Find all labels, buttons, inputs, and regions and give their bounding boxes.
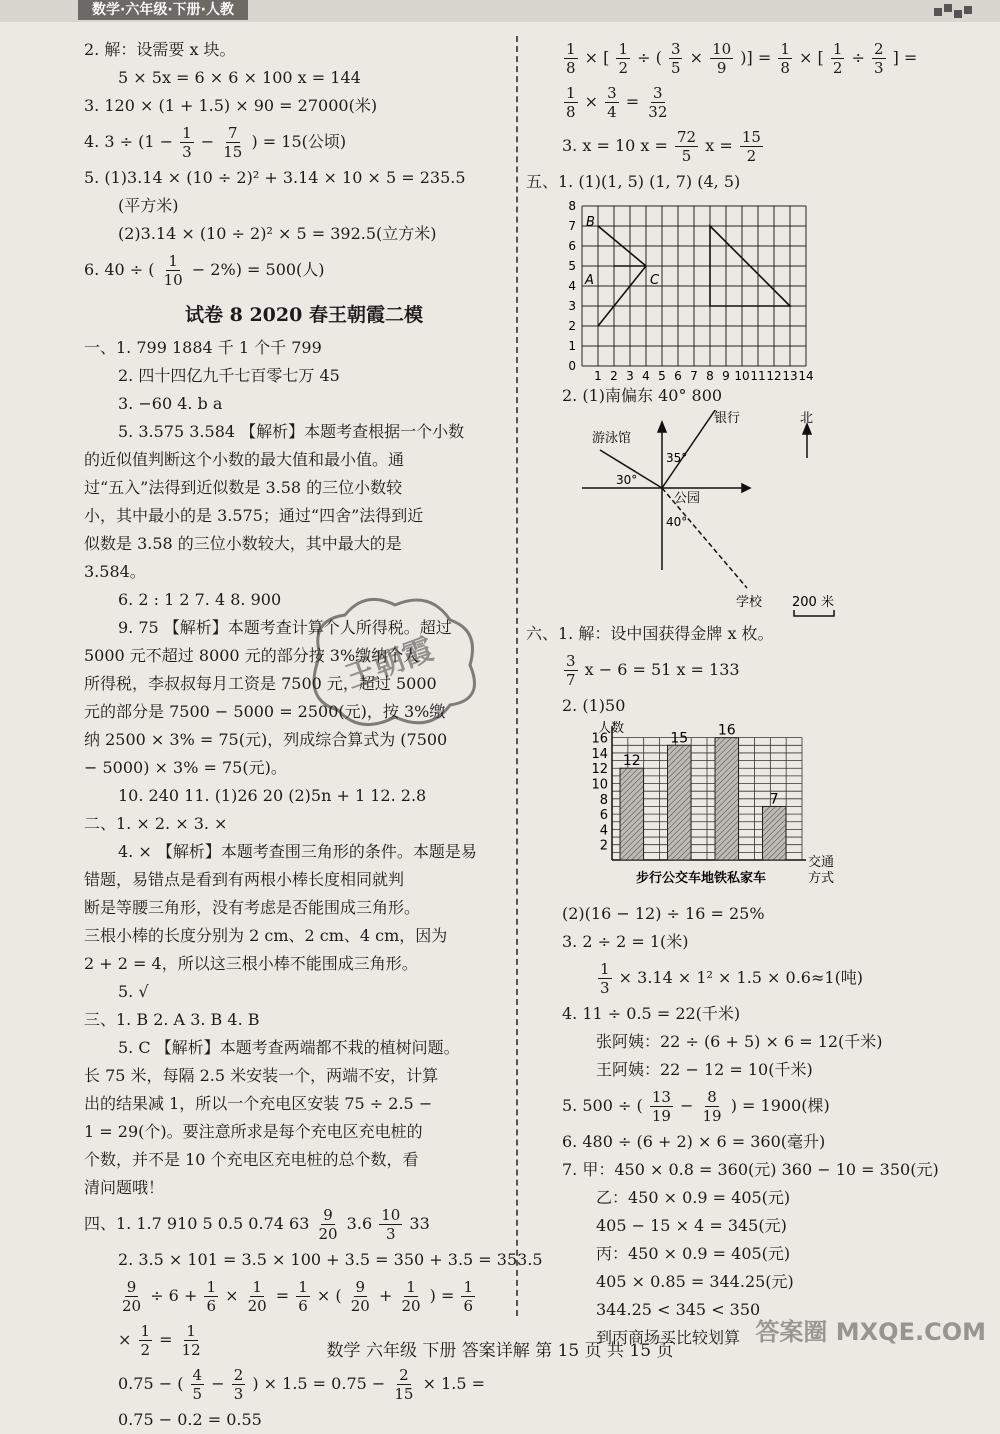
fraction	[180, 124, 194, 161]
denominator: 8	[780, 59, 790, 77]
data-label: 15	[670, 730, 689, 747]
denominator: 8	[566, 103, 576, 121]
right-column	[526, 36, 982, 1352]
denominator: 5	[670, 59, 681, 77]
fraction	[204, 1278, 218, 1315]
fraction	[379, 1206, 402, 1243]
answer-line: 出的结果减 1，所以一个充电区安装 75 ÷ 2.5 −	[84, 1094, 433, 1113]
denominator: 2	[618, 59, 629, 77]
answer-line: 五、1. (1)(1, 5) (1, 7) (4, 5)	[526, 172, 741, 191]
numerator: 4	[192, 1366, 203, 1384]
x-tick-label: 6	[674, 369, 682, 382]
header-title: 数学·六年级·下册·人教	[78, 0, 248, 20]
fraction	[221, 124, 244, 161]
numerator: 1	[618, 40, 629, 58]
denominator: 7	[566, 671, 576, 689]
answer-line: (2)3.14 × (10 ÷ 2)² × 5 = 392.5(立方米)	[118, 224, 437, 243]
answer-line	[562, 36, 982, 80]
bar	[763, 806, 787, 860]
numerator: 1	[206, 1278, 216, 1296]
denominator: 9	[716, 59, 727, 77]
y-tick-label: 16	[591, 731, 608, 747]
numerator: 3	[566, 652, 576, 670]
text-segment: ÷ (	[637, 48, 662, 67]
answer-line: 王阿姨：22 − 12 = 10(千米)	[596, 1060, 813, 1079]
bank-label: 银行	[714, 411, 741, 426]
denominator: 3	[600, 979, 610, 997]
numerator: 2	[233, 1366, 244, 1384]
text-segment: − 2%) = 500(人)	[191, 260, 325, 279]
answer-line: 三、1. B 2. A 3. B 4. B	[84, 1010, 260, 1029]
data-label: 12	[622, 753, 641, 770]
answer-line	[84, 248, 504, 292]
y-tick-label: 3	[568, 299, 576, 313]
text-segment: ×	[584, 92, 599, 111]
answer-line: 清问题哦！	[84, 1178, 165, 1197]
text-segment: x =	[705, 136, 733, 155]
text-segment: 5. 500 ÷ (	[562, 1096, 643, 1115]
text-segment: ×	[118, 1330, 132, 1349]
fraction	[669, 40, 683, 77]
text-segment: ) = 15(公顷)	[251, 132, 347, 151]
text-segment: 4. 3 ÷ (1 −	[84, 132, 174, 151]
answer-line	[84, 1274, 504, 1318]
fraction	[399, 1278, 422, 1315]
numerator: 3	[653, 84, 663, 102]
denominator: 19	[651, 1107, 671, 1125]
text-segment: ÷	[851, 48, 865, 67]
east-arrow-icon	[742, 484, 750, 492]
x-tick-label: 9	[722, 369, 730, 382]
paper-title: 试卷 8 2020 春王朝霞二模	[185, 304, 423, 326]
numerator: 1	[140, 1322, 151, 1340]
y-tick-label: 6	[568, 239, 576, 253]
denominator: 10	[163, 271, 183, 289]
y-tick-label: 10	[591, 777, 608, 793]
numerator: 1	[463, 1278, 473, 1296]
answer-line	[562, 124, 982, 168]
answer-line: 错题，易错点是看到有两根小棒长度相同就判	[84, 870, 405, 889]
answer-line: 元的部分是 7500 − 5000 = 2500(元)，按 3%缴	[84, 702, 446, 721]
x-tick-label: 2	[610, 369, 618, 382]
y-tick-label: 6	[599, 808, 608, 824]
x-tick-label: 12	[766, 369, 782, 382]
fraction	[349, 1278, 372, 1315]
answer-line: 的近似值判断这个小数的最大值和最小值。通	[84, 450, 405, 469]
bar	[668, 745, 692, 860]
text-segment: ÷ 6 +	[150, 1286, 198, 1305]
text-segment: =	[159, 1330, 173, 1349]
denominator: 20	[318, 1225, 338, 1243]
fraction	[296, 1278, 310, 1315]
denominator: 3	[873, 59, 884, 77]
answer-line: 所得税，李叔叔每月工资是 7500 元，超过 5000	[84, 674, 437, 693]
denominator: 32	[648, 103, 668, 121]
fraction	[740, 128, 763, 165]
fraction	[232, 1366, 246, 1403]
fraction	[778, 40, 792, 77]
denominator: 15	[394, 1385, 414, 1403]
publisher-stamp	[290, 585, 490, 735]
y-tick-label: 14	[591, 746, 608, 762]
text-segment: x − 6 = 51 x = 133	[584, 660, 740, 679]
y-tick-label: 8	[599, 792, 608, 808]
fraction	[650, 1088, 673, 1125]
numerator: 9	[126, 1278, 137, 1296]
text-segment: 33	[409, 1214, 430, 1233]
y-tick-label: 8	[568, 199, 576, 213]
answer-line: 405 − 15 × 4 = 345(元)	[596, 1216, 787, 1235]
angle-label: 35°	[666, 451, 688, 465]
answer-line: (平方米)	[118, 196, 179, 215]
x-tick-label: 8	[706, 369, 714, 382]
answer-line: 3.584。	[84, 562, 146, 581]
point-label-c: C	[650, 273, 660, 288]
answer-line: 0.75 − 0.2 = 0.55	[118, 1410, 262, 1429]
denominator: 20	[122, 1297, 142, 1315]
numerator: 1	[566, 40, 576, 58]
coordinate-grid-figure	[562, 196, 862, 382]
answer-line: 张阿姨：22 ÷ (6 + 5) × 6 = 12(千米)	[596, 1032, 883, 1051]
numerator: 2	[873, 40, 884, 58]
numerator: 1	[406, 1278, 416, 1296]
left-column	[84, 36, 543, 1434]
denominator: 3	[182, 143, 192, 161]
fraction	[564, 652, 578, 689]
answer-line: 4. × 【解析】本题考查围三角形的条件。本题是易	[118, 842, 477, 861]
answer-line: 6. 480 ÷ (6 + 2) × 6 = 360(毫升)	[562, 1132, 826, 1151]
x-tick-label: 3	[626, 369, 634, 382]
numerator: 3	[607, 84, 617, 102]
y-tick-label: 2	[599, 838, 608, 854]
answer-line: 一、1. 799 1884 千 1 个千 799	[84, 338, 322, 357]
y-tick-label: 4	[568, 279, 576, 293]
fraction	[564, 40, 578, 77]
text-segment: ×	[225, 1286, 239, 1305]
answer-line: 到丙商场买比较划算	[596, 1328, 741, 1347]
denominator: 5	[192, 1385, 203, 1403]
scale-bar	[794, 610, 834, 616]
fraction	[701, 1088, 724, 1125]
data-label: 16	[717, 722, 736, 739]
text-segment: × [	[798, 48, 824, 67]
scale-label: 200 米	[792, 595, 834, 610]
answer-line	[562, 956, 982, 1000]
fraction	[872, 40, 886, 77]
numerator: 7	[228, 124, 238, 142]
x-axis-ticks	[594, 369, 813, 382]
answer-line: 2 + 2 = 4，所以这三根小棒不能围成三角形。	[84, 954, 418, 973]
answer-line: 乙：450 × 0.9 = 405(元)	[596, 1188, 791, 1207]
answer-line: 2. 3.5 × 101 = 3.5 × 100 + 3.5 = 350 + 3.5 = 353.5	[118, 1250, 543, 1269]
numerator: 8	[707, 1088, 717, 1106]
north-label: 北	[800, 411, 814, 426]
fraction	[246, 1278, 269, 1315]
answer-line: 3. −60 4. b a	[118, 394, 223, 413]
denominator: 20	[247, 1297, 267, 1315]
answer-line	[562, 80, 982, 124]
answer-line: 个数，并不是 10 个充电区充电桩的总个数，看	[84, 1150, 419, 1169]
text-segment: =	[625, 92, 640, 111]
y-tick-label: 1	[568, 339, 576, 353]
data-labels	[623, 723, 779, 808]
bar	[715, 738, 739, 860]
fraction	[616, 40, 630, 77]
y-tick-label: 2	[568, 319, 576, 333]
fraction	[598, 960, 612, 997]
y-tick-label: 0	[568, 359, 576, 373]
direction-map	[562, 410, 862, 620]
answer-line: 5 × 5x = 6 × 6 × 100 x = 144	[118, 68, 361, 87]
text-segment: × 1.5 =	[422, 1374, 486, 1393]
denominator: 4	[607, 103, 617, 121]
x-axis-label: 交通	[808, 855, 835, 870]
y-axis-label: 人数	[598, 721, 625, 736]
denominator: 15	[223, 143, 243, 161]
answer-line: 5. (1)3.14 × (10 ÷ 2)² + 3.14 × 10 × 5 = 235.5	[84, 168, 466, 187]
fraction	[646, 84, 669, 121]
answer-line: 7. 甲：450 × 0.8 = 360(元) 360 − 10 = 350(元)	[562, 1160, 939, 1179]
x-category-labels: 步行公交车地铁私家车	[636, 871, 767, 886]
answer-line: 1 = 29(个)。要注意所求是每个充电区充电桩的	[84, 1122, 423, 1141]
text-segment: 3.6	[346, 1214, 373, 1233]
numerator: 15	[741, 128, 761, 146]
y-axis-ticks	[591, 732, 608, 854]
answer-line: 断是等腰三角形，没有考虑是否能围成三角形。	[84, 898, 421, 917]
text-segment: ) = 1900(棵)	[730, 1096, 830, 1115]
answer-line: − 5000) × 3% = 75(元)。	[84, 758, 287, 777]
denominator: 19	[702, 1107, 722, 1125]
answer-line: 344.25 < 345 < 350	[596, 1300, 761, 1319]
page-footer: 数学 六年级 下册 答案详解 第 15 页 共 15 页	[326, 1341, 674, 1361]
numerator: 1	[182, 124, 192, 142]
answer-line: 2. (1)50	[562, 696, 626, 715]
watermark: 答案圈 MXQE.COM	[755, 1318, 986, 1346]
numerator: 9	[323, 1206, 333, 1224]
x-tick-label: 7	[690, 369, 698, 382]
y-tick-label: 7	[568, 219, 576, 233]
text-segment: +	[378, 1286, 393, 1305]
answer-line	[84, 1202, 504, 1246]
denominator: 5	[681, 147, 692, 165]
fraction	[564, 84, 578, 121]
point-label-a: A	[585, 273, 594, 288]
denominator: 6	[298, 1297, 308, 1315]
answer-line: 5. √	[118, 982, 149, 1001]
numerator: 2	[399, 1366, 409, 1384]
answer-line: 纳 2500 × 3% = 75(元)，列成综合算式为 (7500	[84, 730, 448, 749]
bank-direction-line	[662, 410, 722, 488]
x-tick-label: 1	[594, 369, 602, 382]
answer-line: 5000 元不超过 8000 元的部分按 3%缴纳个人	[84, 646, 420, 665]
answer-line	[562, 1084, 982, 1128]
answer-line: 长 75 米，每隔 2.5 米安装一个，两端不安，计算	[84, 1066, 439, 1085]
text-segment: ) × 1.5 = 0.75 −	[252, 1374, 386, 1393]
angle-label: 30°	[616, 473, 638, 487]
answer-line: 5. C 【解析】本题考查两端都不栽的植树问题。	[118, 1038, 460, 1057]
fraction	[831, 40, 845, 77]
answer-line: 二、1. × 2. × 3. ×	[84, 814, 228, 833]
fraction	[710, 40, 733, 77]
denominator: 8	[566, 59, 576, 77]
numerator: 9	[355, 1278, 366, 1296]
answer-line: 似数是 3.58 的三位小数较大，其中最大的是	[84, 534, 402, 553]
denominator: 3	[233, 1385, 244, 1403]
text-segment: )] =	[740, 48, 772, 67]
text-segment: × [	[584, 48, 610, 67]
numerator: 1	[832, 40, 843, 58]
answer-line: 三根小棒的长度分别为 2 cm、2 cm、4 cm，因为	[84, 926, 448, 945]
text-segment: −	[200, 132, 215, 151]
answer-line	[562, 648, 982, 692]
fraction	[605, 84, 619, 121]
school-label: 学校	[736, 595, 763, 610]
text-segment: ) =	[429, 1286, 455, 1305]
numerator: 72	[677, 128, 697, 146]
denominator: 20	[350, 1297, 370, 1315]
grid-lines	[582, 206, 806, 366]
answer-line: 2. 解：设需要 x 块。	[84, 40, 236, 59]
numerator: 1	[252, 1278, 262, 1296]
numerator: 10	[712, 40, 732, 58]
fraction	[675, 128, 698, 165]
answer-line: 2. (1)南偏东 40° 800	[562, 386, 723, 405]
denominator: 2	[746, 147, 757, 165]
text-segment: ] =	[892, 48, 918, 67]
numerator: 1	[186, 1322, 196, 1340]
answer-line: 3. 120 × (1 + 1.5) × 90 = 27000(米)	[84, 96, 378, 115]
header-decoration-icon	[934, 4, 972, 18]
text-segment: × (	[316, 1286, 342, 1305]
numerator: 1	[168, 252, 178, 270]
answer-line: 5. 3.575 3.584 【解析】本题考查根据一个小数	[118, 422, 465, 441]
fraction	[191, 1366, 205, 1403]
answer-line: 2. 四十四亿九千七百零七万 45	[118, 366, 340, 385]
answer-line	[84, 120, 504, 164]
numerator: 1	[600, 960, 610, 978]
data-label: 7	[769, 791, 779, 808]
x-axis-label: 方式	[808, 871, 835, 886]
denominator: 3	[385, 1225, 396, 1243]
answer-line	[84, 1362, 504, 1406]
numerator: 10	[381, 1206, 401, 1224]
answer-line: 丙：450 × 0.9 = 405(元)	[596, 1244, 791, 1263]
fraction	[162, 252, 185, 289]
x-tick-label: 13	[782, 369, 798, 382]
text-segment: 0.75 − (	[118, 1374, 184, 1393]
fraction	[461, 1278, 475, 1315]
numerator: 13	[651, 1088, 671, 1106]
denominator: 6	[206, 1297, 216, 1315]
numerator: 3	[670, 40, 681, 58]
denominator: 12	[181, 1341, 201, 1359]
fraction	[120, 1278, 143, 1315]
denominator: 6	[463, 1297, 473, 1315]
column-divider	[516, 36, 518, 1316]
text-segment: 3. x = 10 x =	[562, 136, 668, 155]
text-segment: 四、1. 1.7 910 5 0.5 0.74 63	[84, 1214, 310, 1233]
answer-line: 6. 2 : 1 2 7. 4 8. 900	[118, 590, 282, 609]
answer-line: 六、1. 解：设中国获得金牌 x 枚。	[526, 624, 774, 643]
answer-line: 10. 240 11. (1)26 20 (2)5n + 1 12. 2.8	[118, 786, 427, 805]
numerator: 1	[298, 1278, 308, 1296]
text-segment: 6. 40 ÷ (	[84, 260, 155, 279]
x-tick-label: 10	[734, 369, 750, 382]
y-tick-label: 12	[591, 762, 608, 778]
y-tick-label: 4	[599, 823, 608, 839]
answer-line: 405 × 0.85 = 344.25(元)	[596, 1272, 794, 1291]
answer-line: 9. 75 【解析】本题考查计算个人所得税。超过	[118, 618, 452, 637]
denominator: 2	[832, 59, 843, 77]
park-label: 公园	[674, 491, 701, 506]
answer-line: 小，其中最小的是 3.575；通过“四舍”法得到近	[84, 506, 424, 525]
bar-chart	[562, 720, 902, 900]
answer-line: (2)(16 − 12) ÷ 16 = 25%	[562, 904, 765, 923]
north-axis-arrow-icon	[658, 422, 666, 432]
answer-line: 4. 11 ÷ 0.5 = 22(千米)	[562, 1004, 741, 1023]
pool-label: 游泳馆	[592, 431, 632, 446]
fraction	[316, 1206, 339, 1243]
text-segment: ×	[689, 48, 703, 67]
answer-line: 3. 2 ÷ 2 = 1(米)	[562, 932, 689, 951]
bar	[620, 768, 644, 860]
stamp-text: 王朝霞	[341, 631, 438, 696]
fraction	[392, 1366, 415, 1403]
x-tick-label: 11	[750, 369, 766, 382]
triangle-abc	[598, 226, 646, 326]
numerator: 1	[780, 40, 790, 58]
x-tick-label: 14	[798, 369, 814, 382]
y-axis-ticks	[568, 199, 576, 373]
x-tick-label: 5	[658, 369, 666, 382]
numerator: 1	[566, 84, 576, 102]
text-segment: −	[211, 1374, 225, 1393]
denominator: 20	[401, 1297, 421, 1315]
text-segment: × 3.14 × 1² × 1.5 × 0.6≈1(吨)	[618, 968, 864, 987]
x-tick-label: 4	[642, 369, 650, 382]
point-label-b: B	[586, 215, 595, 230]
text-segment: =	[275, 1286, 290, 1305]
answer-line: 过“五入”法得到近似数是 3.58 的三位小数较	[84, 478, 403, 497]
angle-label: 40°	[666, 515, 688, 529]
denominator: 2	[140, 1341, 151, 1359]
y-tick-label: 5	[568, 259, 576, 273]
text-segment: −	[680, 1096, 694, 1115]
